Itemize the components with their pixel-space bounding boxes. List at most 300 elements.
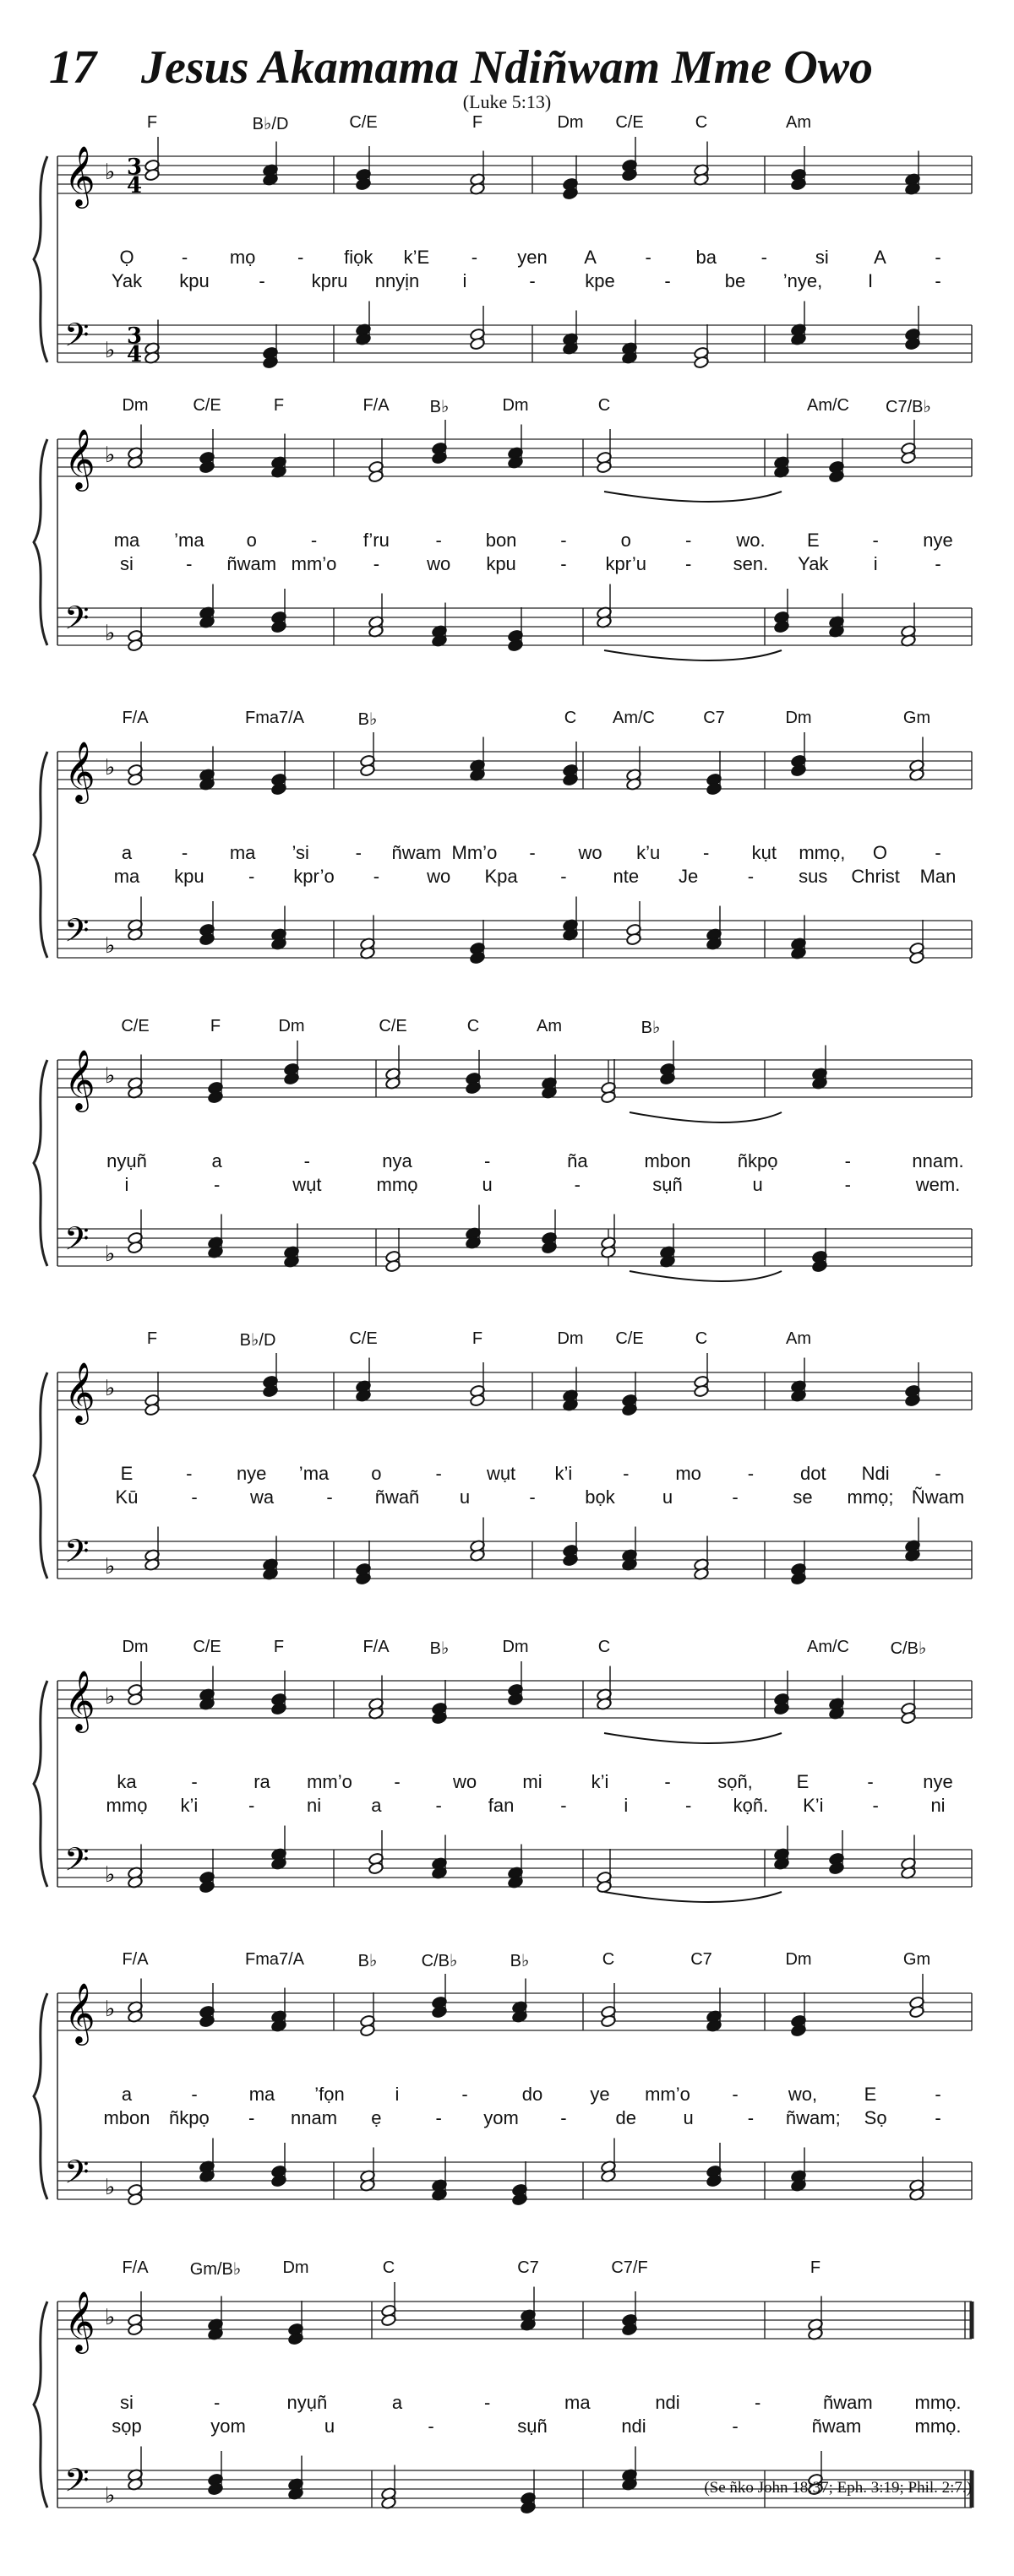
- key-signature-flat: ♭: [105, 443, 116, 468]
- lyric-verse-1: -: [645, 247, 651, 268]
- lyric-verse-2: kọñ.: [733, 1795, 769, 1816]
- lyric-verse-2: ñwañ: [374, 1486, 420, 1508]
- chord-symbol: C7/F: [611, 2258, 648, 2277]
- chord-symbol: Fma7/A: [244, 709, 305, 727]
- chord-symbol: C: [597, 396, 611, 415]
- key-signature-flat: ♭: [105, 933, 116, 959]
- lyric-verse-2: u: [752, 1174, 763, 1195]
- lyric-verse-2: i: [873, 553, 878, 574]
- lyric-verse-1: nnam.: [912, 1150, 964, 1171]
- lyric-verse-2: nnyịn: [374, 270, 420, 291]
- chord-symbol: B♭: [510, 1952, 530, 1970]
- key-signature-flat: ♭: [105, 621, 116, 646]
- chord-symbol: B♭: [357, 1952, 378, 1970]
- lyric-verse-2: ñwam: [811, 2416, 862, 2437]
- lyric-verse-2: -: [213, 1174, 221, 1195]
- lyric-verse-2: wa: [249, 1486, 275, 1508]
- lyric-verse-2: wo: [427, 553, 451, 574]
- chord-symbol: C/E: [615, 1329, 644, 1348]
- lyric-verse-1: ñwam: [822, 2392, 873, 2413]
- lyric-verse-1: -: [213, 2392, 221, 2413]
- key-signature-flat: ♭: [105, 2305, 116, 2330]
- bass-clef: 𝄢: [64, 1532, 90, 1578]
- time-signature-treble: 4: [127, 173, 143, 198]
- key-signature-flat: ♭: [105, 2175, 116, 2200]
- lyric-verse-1: -: [355, 842, 362, 863]
- chord-symbol: F/A: [122, 1950, 149, 1969]
- lyric-verse-1: k’i: [591, 1771, 609, 1792]
- lyric-verse-2: Ñwam: [911, 1486, 965, 1508]
- lyric-verse-1: i: [395, 2084, 400, 2105]
- chord-symbol: C7: [517, 2258, 539, 2277]
- lyric-verse-2: -: [872, 1795, 879, 1816]
- lyric-verse-1: nye: [923, 1771, 953, 1792]
- lyric-verse-2: wem.: [915, 1174, 961, 1195]
- chord-symbol: C/E: [379, 1017, 407, 1035]
- chord-symbol: C7: [690, 1950, 712, 1969]
- treble-clef: 𝄞: [64, 2290, 95, 2351]
- lyric-verse-1: -: [560, 530, 567, 551]
- lyric-verse-2: kpe: [585, 270, 615, 291]
- lyric-verse-1: A: [584, 247, 597, 268]
- lyric-verse-2: mmọ: [106, 1795, 148, 1816]
- lyric-verse-2: -: [684, 1795, 692, 1816]
- lyric-verse-1: -: [623, 1463, 630, 1484]
- lyric-verse-1: Ndi: [861, 1463, 890, 1484]
- lyric-verse-1: ba: [695, 247, 717, 268]
- key-signature-flat: ♭: [105, 755, 116, 780]
- lyric-verse-1: a: [211, 1150, 222, 1171]
- chord-symbol: C/E: [193, 396, 221, 415]
- hymn-title: Jesus Akamama Ndiñwam Mme Owo: [140, 41, 874, 94]
- lyric-verse-2: u: [459, 1486, 471, 1508]
- lyric-verse-2: sụñ: [652, 1174, 683, 1195]
- lyric-verse-1: -: [394, 1771, 401, 1792]
- music-system: [0, 1950, 1014, 2268]
- chord-symbol: B♭/D: [239, 1331, 276, 1350]
- chord-symbol: F: [146, 1329, 158, 1348]
- lyric-verse-2: yom: [483, 2107, 519, 2128]
- system-staves: [0, 2272, 1014, 2576]
- tie: [604, 1892, 782, 1902]
- key-signature-flat: ♭: [105, 2483, 116, 2508]
- lyric-verse-2: -: [935, 553, 941, 574]
- lyric-verse-2: ni: [306, 1795, 322, 1816]
- lyric-verse-2: ’nye,: [782, 270, 823, 291]
- lyric-verse-1: -: [435, 530, 442, 551]
- lyric-verse-1: nyụñ: [106, 1150, 147, 1171]
- lyric-verse-2: mmọ: [376, 1174, 418, 1195]
- key-signature-flat: ♭: [105, 1063, 116, 1089]
- chord-symbol: F: [472, 113, 483, 132]
- lyric-verse-2: k’i: [180, 1795, 199, 1816]
- lyric-verse-2: mm’o: [291, 553, 337, 574]
- chord-symbol: F/A: [122, 709, 149, 727]
- lyric-verse-2: sọp: [112, 2416, 142, 2437]
- music-system: [0, 1638, 1014, 1955]
- lyric-verse-1: ye: [590, 2084, 610, 2105]
- lyric-verse-2: ndi: [621, 2416, 646, 2437]
- brace: [34, 2302, 47, 2508]
- lyric-verse-2: nte: [613, 866, 640, 887]
- brace: [34, 1372, 47, 1579]
- lyric-verse-1: nya: [382, 1150, 412, 1171]
- lyric-verse-1: A: [874, 247, 886, 268]
- lyric-verse-2: -: [574, 1174, 581, 1195]
- chord-symbol: C7: [703, 709, 725, 727]
- lyric-verse-1: -: [935, 2084, 941, 2105]
- lyric-verse-2: nnam: [291, 2107, 338, 2128]
- chord-symbol: F: [146, 113, 158, 132]
- chord-symbol: Gm/B♭: [189, 2260, 242, 2279]
- lyric-verse-1: o: [620, 530, 631, 551]
- lyric-verse-1: wo,: [788, 2084, 818, 2105]
- treble-clef: 𝄞: [64, 427, 95, 489]
- lyric-verse-2: K’i: [803, 1795, 824, 1816]
- lyric-verse-1: ra: [254, 1771, 270, 1792]
- lyric-verse-1: E: [796, 1771, 810, 1792]
- key-signature-flat: ♭: [105, 338, 116, 363]
- lyric-verse-2: -: [186, 553, 193, 574]
- lyric-verse-1: fiọk: [344, 247, 373, 268]
- lyric-verse-1: -: [310, 530, 318, 551]
- bass-clef: 𝄢: [64, 1220, 90, 1265]
- lyric-verse-2: kpru: [311, 270, 348, 291]
- chord-symbol: Am/C: [807, 396, 849, 415]
- chord-symbol: C7/B♭: [886, 398, 931, 416]
- key-signature-flat: ♭: [105, 1684, 116, 1709]
- chord-symbol: C: [564, 709, 577, 727]
- lyric-verse-1: ma: [229, 842, 256, 863]
- lyric-verse-2: Yak: [111, 270, 143, 291]
- lyric-verse-1: -: [435, 1463, 442, 1484]
- treble-clef: 𝄞: [64, 1048, 95, 1110]
- lyric-verse-2: -: [732, 1486, 739, 1508]
- brace: [34, 439, 47, 645]
- lyric-verse-1: mi: [522, 1771, 542, 1792]
- lyric-verse-2: I: [867, 270, 874, 291]
- lyric-verse-2: ñwam: [226, 553, 277, 574]
- lyric-verse-1: -: [181, 247, 188, 268]
- lyric-verse-2: bọk: [585, 1486, 615, 1508]
- lyric-verse-1: -: [732, 2084, 739, 2105]
- lyric-verse-1: ’ma: [298, 1463, 330, 1484]
- bass-clef: 𝄢: [64, 316, 90, 361]
- lyric-verse-1: ’ma: [174, 530, 204, 551]
- chord-symbol: C/E: [349, 1329, 378, 1348]
- lyric-verse-2: -: [684, 553, 692, 574]
- chord-symbol: F: [273, 396, 285, 415]
- lyric-verse-1: -: [664, 1771, 671, 1792]
- lyric-verse-2: sen.: [733, 553, 769, 574]
- scripture-reference: (Luke 5:13): [462, 91, 552, 112]
- lyric-verse-1: ndi: [655, 2392, 680, 2413]
- lyric-verse-1: a: [391, 2392, 403, 2413]
- lyric-verse-2: yom: [210, 2416, 246, 2437]
- lyric-verse-2: -: [747, 2107, 755, 2128]
- chord-symbol: Dm: [502, 396, 529, 415]
- lyric-verse-1: ñkpọ: [737, 1150, 778, 1171]
- key-signature-flat: ♭: [105, 1376, 116, 1401]
- lyric-verse-1: -: [760, 247, 767, 268]
- lyric-verse-1: -: [935, 247, 941, 268]
- lyric-verse-2: wụt: [292, 1174, 322, 1195]
- lyric-verse-1: -: [844, 1150, 851, 1171]
- treble-clef: 𝄞: [64, 1981, 95, 2043]
- lyric-verse-1: -: [935, 1463, 941, 1484]
- tie: [630, 1112, 782, 1122]
- lyric-verse-1: yen: [517, 247, 548, 268]
- lyric-verse-1: wo: [578, 842, 602, 863]
- lyric-verse-1: si: [120, 2392, 134, 2413]
- bass-clef: 𝄢: [64, 1840, 90, 1886]
- lyric-verse-2: a: [371, 1795, 382, 1816]
- chord-symbol: Am: [786, 1329, 811, 1348]
- lyric-verse-2: u: [482, 1174, 493, 1195]
- chord-symbol: C/B♭: [421, 1952, 458, 1970]
- lyric-verse-1: o: [246, 530, 257, 551]
- lyric-verse-2: -: [373, 553, 380, 574]
- treble-clef: 𝄞: [64, 740, 95, 802]
- music-system: [0, 113, 1014, 431]
- chord-symbol: Dm: [557, 113, 584, 132]
- chord-symbol: Dm: [122, 1638, 149, 1656]
- bass-clef: 𝄢: [64, 911, 90, 957]
- tie: [604, 1733, 782, 1743]
- lyric-verse-1: k’E: [403, 247, 430, 268]
- chord-symbol: C: [466, 1017, 480, 1035]
- lyric-verse-1: -: [303, 1150, 310, 1171]
- chord-symbol: Dm: [122, 396, 149, 415]
- lyric-verse-2: mmọ;: [847, 1486, 894, 1508]
- brace: [34, 1060, 47, 1266]
- lyric-verse-2: si: [120, 553, 134, 574]
- chord-symbol: F: [210, 1017, 221, 1035]
- chord-symbol: C/E: [349, 113, 378, 132]
- lyric-verse-2: -: [428, 2416, 434, 2437]
- lyric-verse-1: wo: [452, 1771, 477, 1792]
- key-signature-flat: ♭: [105, 1554, 116, 1579]
- chord-symbol: C/E: [193, 1638, 221, 1656]
- chord-symbol: C: [382, 2258, 395, 2277]
- chord-symbol: C: [602, 1950, 615, 1969]
- lyric-verse-2: -: [560, 866, 567, 887]
- chord-symbol: Dm: [278, 1017, 305, 1035]
- time-signature-bass: 4: [127, 342, 143, 367]
- lyric-verse-1: kụt: [751, 842, 777, 863]
- chord-symbol: B♭/D: [252, 115, 289, 133]
- chord-symbol: F/A: [363, 1638, 390, 1656]
- lyric-verse-1: mmọ.: [914, 2392, 962, 2413]
- lyric-verse-2: -: [435, 1795, 442, 1816]
- tie: [630, 1271, 782, 1281]
- lyric-verse-2: wo: [427, 866, 451, 887]
- lyric-verse-1: -: [191, 1771, 198, 1792]
- lyric-verse-1: o: [371, 1463, 382, 1484]
- lyric-verse-1: f’ru: [363, 530, 390, 551]
- lyric-verse-1: ka: [117, 1771, 137, 1792]
- chord-symbol: Dm: [557, 1329, 584, 1348]
- lyric-verse-1: E: [864, 2084, 877, 2105]
- lyric-verse-1: ma: [248, 2084, 275, 2105]
- lyric-verse-2: ñkpọ: [168, 2107, 210, 2128]
- lyric-verse-1: -: [754, 2392, 761, 2413]
- chord-symbol: B♭: [429, 398, 450, 416]
- lyric-verse-2: kpu: [486, 553, 516, 574]
- lyric-verse-1: mbon: [644, 1150, 691, 1171]
- lyric-verse-1: E: [120, 1463, 134, 1484]
- treble-clef: 𝄞: [64, 1361, 95, 1422]
- lyric-verse-2: -: [191, 1486, 198, 1508]
- brace: [34, 752, 47, 958]
- chord-symbol: C: [695, 113, 708, 132]
- lyric-verse-1: nyụñ: [286, 2392, 328, 2413]
- chord-symbol: Am: [537, 1017, 562, 1035]
- lyric-verse-1: Ọ: [119, 247, 134, 268]
- treble-clef: 𝄞: [64, 144, 95, 206]
- chord-symbol: Dm: [282, 2258, 309, 2277]
- lyric-verse-2: -: [560, 1795, 567, 1816]
- chord-symbol: Am/C: [613, 709, 655, 727]
- lyric-verse-2: Christ: [851, 866, 900, 887]
- lyric-verse-1: nye: [236, 1463, 267, 1484]
- key-signature-flat: ♭: [105, 1862, 116, 1888]
- chord-symbol: B♭: [641, 1019, 661, 1037]
- brace: [34, 1681, 47, 1887]
- lyric-verse-2: -: [935, 2107, 941, 2128]
- lyric-verse-1: a: [121, 842, 133, 863]
- lyric-verse-2: -: [664, 270, 671, 291]
- music-system: [0, 2258, 1014, 2576]
- chord-symbol: Gm: [902, 1950, 931, 1969]
- lyric-verse-1: Mm’o: [451, 842, 498, 863]
- lyric-verse-2: -: [935, 270, 941, 291]
- chord-symbol: C/E: [615, 113, 644, 132]
- lyric-verse-2: u: [662, 1486, 673, 1508]
- lyric-verse-1: dot: [800, 1463, 826, 1484]
- lyric-verse-1: ’si: [292, 842, 309, 863]
- lyric-verse-1: mm’o: [645, 2084, 690, 2105]
- chord-symbol: F/A: [122, 2258, 149, 2277]
- lyric-verse-2: u: [324, 2416, 335, 2437]
- lyric-verse-2: kpu: [179, 270, 210, 291]
- lyric-verse-1: ña: [567, 1150, 588, 1171]
- lyric-verse-2: -: [529, 1486, 536, 1508]
- lyric-verse-1: -: [684, 530, 692, 551]
- chord-symbol: B♭: [357, 710, 378, 729]
- lyric-verse-1: ñwam: [391, 842, 442, 863]
- lyric-verse-2: ni: [930, 1795, 946, 1816]
- lyric-verse-2: Kū: [115, 1486, 139, 1508]
- lyric-verse-2: sus: [799, 866, 828, 887]
- hymn-number: 17: [49, 41, 96, 94]
- music-system: [0, 1017, 1014, 1334]
- lyric-verse-2: -: [326, 1486, 333, 1508]
- lyric-verse-1: O: [872, 842, 887, 863]
- lyric-verse-1: mm’o: [307, 1771, 352, 1792]
- key-signature-flat: ♭: [105, 160, 116, 185]
- lyric-verse-2: ẹ: [371, 2107, 382, 2128]
- lyric-verse-1: -: [872, 530, 879, 551]
- lyric-verse-1: -: [483, 2392, 491, 2413]
- music-system: [0, 396, 1014, 714]
- key-signature-flat: ♭: [105, 1997, 116, 2022]
- music-system: [0, 709, 1014, 1026]
- chord-symbol: Fma7/A: [244, 1950, 305, 1969]
- lyric-verse-1: ’fọn: [314, 2084, 345, 2105]
- lyric-verse-1: wo.: [736, 530, 766, 551]
- chord-symbol: C/B♭: [890, 1639, 927, 1658]
- bass-clef: 𝄢: [64, 2461, 90, 2507]
- lyric-verse-2: mmọ.: [914, 2416, 962, 2437]
- lyric-verse-1: ma: [564, 2392, 591, 2413]
- lyric-verse-2: be: [724, 270, 746, 291]
- brace: [34, 1993, 47, 2199]
- lyric-verse-2: -: [844, 1174, 851, 1195]
- lyric-verse-2: kpr’u: [605, 553, 647, 574]
- chord-symbol: F/A: [363, 396, 390, 415]
- lyric-verse-1: mo: [675, 1463, 701, 1484]
- lyric-verse-2: Man: [919, 866, 957, 887]
- lyric-verse-1: -: [935, 842, 941, 863]
- chord-symbol: Dm: [502, 1638, 529, 1656]
- lyric-verse-2: i: [624, 1795, 629, 1816]
- lyric-verse-2: kpr’o: [293, 866, 335, 887]
- lyric-verse-2: Yak: [798, 553, 829, 574]
- lyric-verse-1: -: [186, 1463, 193, 1484]
- lyric-verse-2: -: [560, 553, 567, 574]
- chord-symbol: Am/C: [807, 1638, 849, 1656]
- lyric-verse-2: fan: [488, 1795, 515, 1816]
- lyric-verse-2: -: [248, 866, 255, 887]
- lyric-verse-1: -: [461, 2084, 468, 2105]
- lyric-verse-2: -: [248, 2107, 255, 2128]
- lyric-verse-2: ñwam;: [785, 2107, 841, 2128]
- lyric-verse-1: mọ: [229, 247, 256, 268]
- time-signature-bass: 3: [127, 323, 143, 349]
- chord-symbol: C: [597, 1638, 611, 1656]
- chord-symbol: F: [273, 1638, 285, 1656]
- lyric-verse-1: -: [471, 247, 478, 268]
- lyric-verse-1: -: [483, 1150, 491, 1171]
- chord-symbol: F: [472, 1329, 483, 1348]
- lyric-verse-1: ma: [113, 530, 140, 551]
- lyric-verse-2: se: [793, 1486, 813, 1508]
- lyric-verse-2: u: [683, 2107, 694, 2128]
- footer-references: (Se ñko John 18:37; Eph. 3:19; Phil. 2:7.): [704, 2479, 972, 2497]
- lyric-verse-2: kpu: [174, 866, 204, 887]
- tie: [604, 650, 782, 660]
- lyric-verse-1: nye: [923, 530, 953, 551]
- lyric-verse-2: -: [435, 2107, 442, 2128]
- lyric-verse-1: -: [191, 2084, 198, 2105]
- chord-symbol: F: [810, 2258, 821, 2277]
- chord-symbol: Dm: [785, 1950, 812, 1969]
- lyric-verse-2: -: [373, 866, 380, 887]
- lyric-verse-2: sụñ: [517, 2416, 548, 2437]
- lyric-verse-2: ma: [113, 866, 140, 887]
- lyric-verse-2: Kpa: [484, 866, 518, 887]
- lyric-verse-2: i: [462, 270, 467, 291]
- lyric-verse-2: de: [615, 2107, 637, 2128]
- lyric-verse-2: -: [259, 270, 265, 291]
- key-signature-flat: ♭: [105, 1242, 116, 1267]
- lyric-verse-1: wụt: [486, 1463, 516, 1484]
- lyric-verse-2: -: [529, 270, 536, 291]
- lyric-verse-1: a: [121, 2084, 133, 2105]
- lyric-verse-1: -: [747, 1463, 755, 1484]
- chord-symbol: C/E: [121, 1017, 150, 1035]
